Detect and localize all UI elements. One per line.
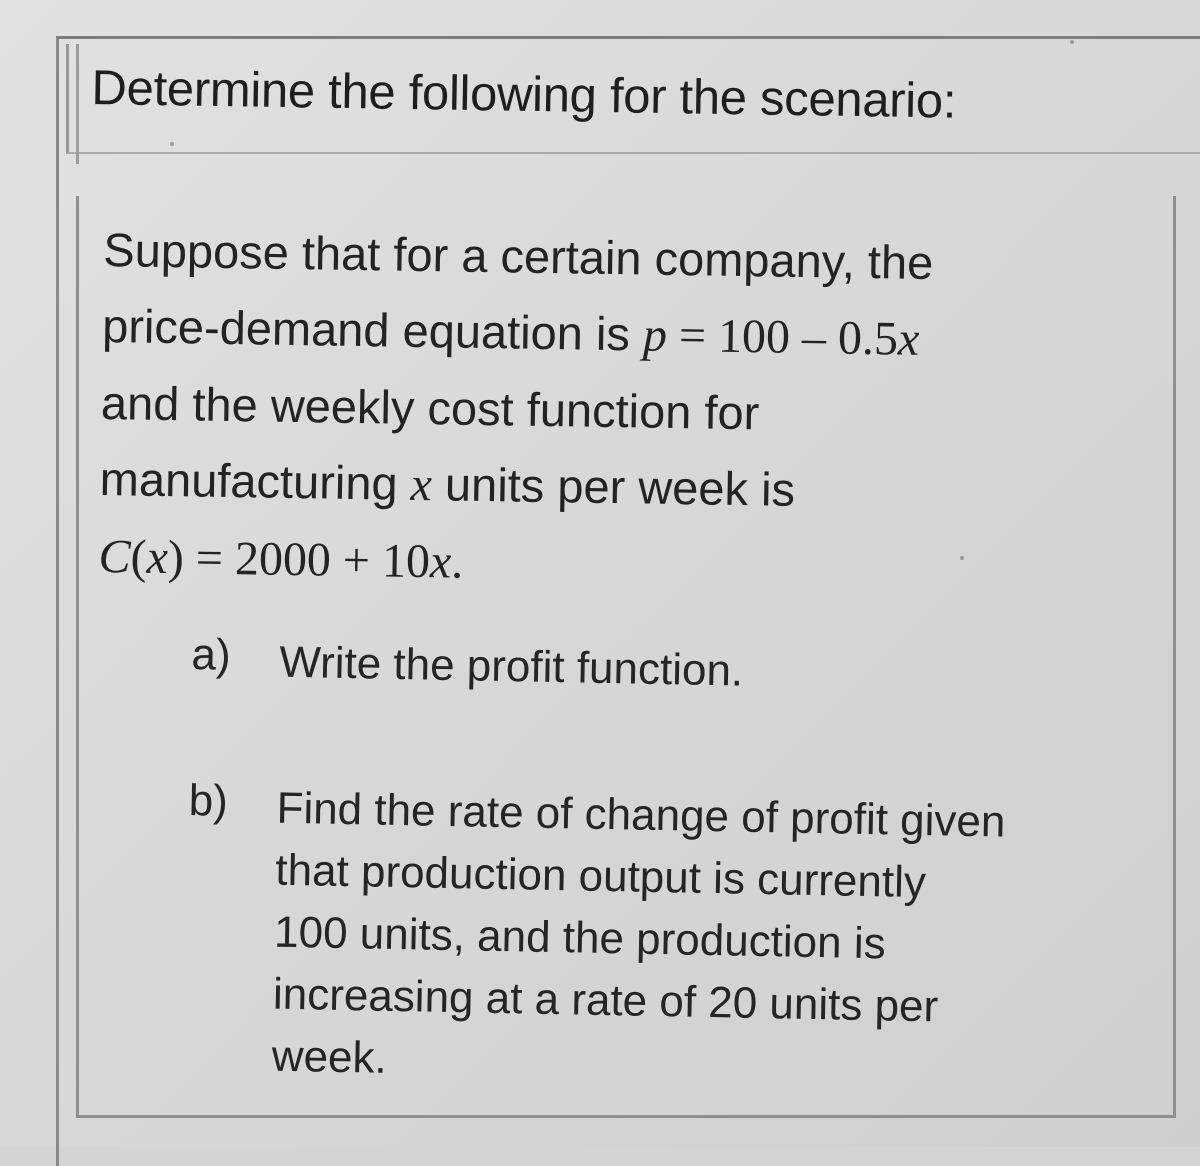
- scenario-line-3: and the weekly cost function for: [100, 375, 760, 440]
- part-a-text: Write the profit function.: [278, 637, 744, 696]
- scenario-line-4: manufacturing x units per week is: [99, 451, 796, 516]
- cost-function-equation: C(x) = 2000 + 10x.: [98, 529, 464, 589]
- scenario-line-1: Suppose that for a certain company, the: [102, 222, 934, 290]
- page-title: Determine the following for the scenario:: [91, 60, 957, 129]
- screen-speck: [960, 556, 964, 560]
- part-a-label: a): [191, 630, 232, 680]
- question-parts: [183, 630, 1152, 1104]
- divider: [76, 44, 79, 164]
- part-b: [183, 776, 1149, 1104]
- scenario-line-2-text: price-demand equation is: [101, 298, 631, 361]
- part-b-label: b): [188, 775, 229, 826]
- price-demand-equation: p = 100 – 0.5x: [642, 308, 920, 366]
- scenario-text: [98, 212, 1164, 612]
- screen-speck: [1070, 40, 1074, 44]
- screen-speck: [170, 142, 174, 146]
- part-b-text: Find the rate of change of profit given that production output is currently 100 units, and the production is increasing at a rate of 20 units per week.: [271, 783, 1006, 1083]
